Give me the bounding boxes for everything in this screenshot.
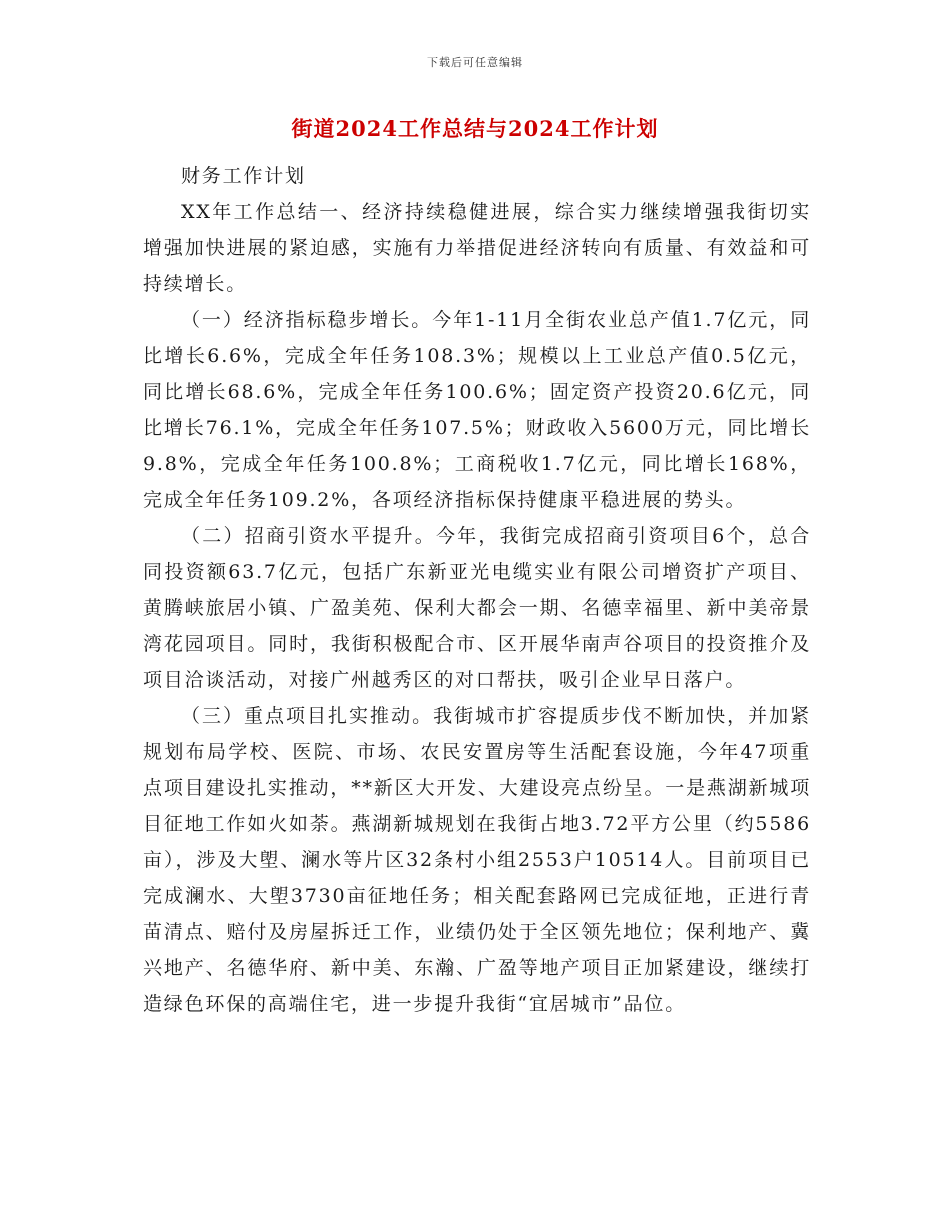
paragraph-investment: （二）招商引资水平提升。今年，我街完成招商引资项目6个，总合同投资额63.7亿元，包括广东新亚光电缆实业有限公司增资扩产项目、黄腾峡旅居小镇、广盈美苑、保利大都会一期、名德幸福里、新中美帝景湾花园项目。同时，我街积极配合市、区开展华南声谷项目的投资推介及项目洽谈活动，对接广州越秀区的对口帮扶，吸引企业早日落户。 <box>143 525 811 691</box>
document-body <box>143 158 811 1022</box>
section-heading: 财务工作计划 <box>181 165 306 187</box>
header-note: 下载后可任意编辑 <box>427 56 523 69</box>
paragraph-economic-indicators: （一）经济指标稳步增长。今年1-11月全街农业总产值1.7亿元，同比增长6.6%，完成全年任务108.3%；规模以上工业总产值0.5亿元，同比增长68.6%，完成全年任务100.6%；固定资产投资20.6亿元，同比增长76.1%，完成全年任务107.5%；财政收入5600万元，同比增长9.8%，完成全年任务100.8%；工商税收1.7亿元，同比增长168%，完成全年任务109.2%，各项经济指标保持健康平稳进展的势头。 <box>143 309 811 511</box>
paragraph-summary: XX年工作总结一、经济持续稳健进展，综合实力继续增强我街切实增强加快进展的紧迫感，实施有力举措促进经济转向有质量、有效益和可持续增长。 <box>143 201 811 295</box>
document-title: 街道2024工作总结与2024工作计划 <box>291 116 659 141</box>
paragraph-key-projects: （三）重点项目扎实推动。我街城市扩容提质步伐不断加快，并加紧规划布局学校、医院、市场、农民安置房等生活配套设施，今年47项重点项目建设扎实推动，**新区大开发、大建设亮点纷呈。一是燕湖新城项目征地工作如火如荼。燕湖新城规划在我街占地3.72平方公里（约5586亩），涉及大塱、澜水等片区32条村小组2553户10514人。目前项目已完成澜水、大塱3730亩征地任务；相关配套路网已完成征地，正进行青苗清点、赔付及房屋拆迁工作，业绩仍处于全区领先地位；保利地产、冀兴地产、名德华府、新中美、东瀚、广盈等地产项目正加紧建设，继续打造绿色环保的高端住宅，进一步提升我街“宜居城市”品位。 <box>143 705 811 1015</box>
